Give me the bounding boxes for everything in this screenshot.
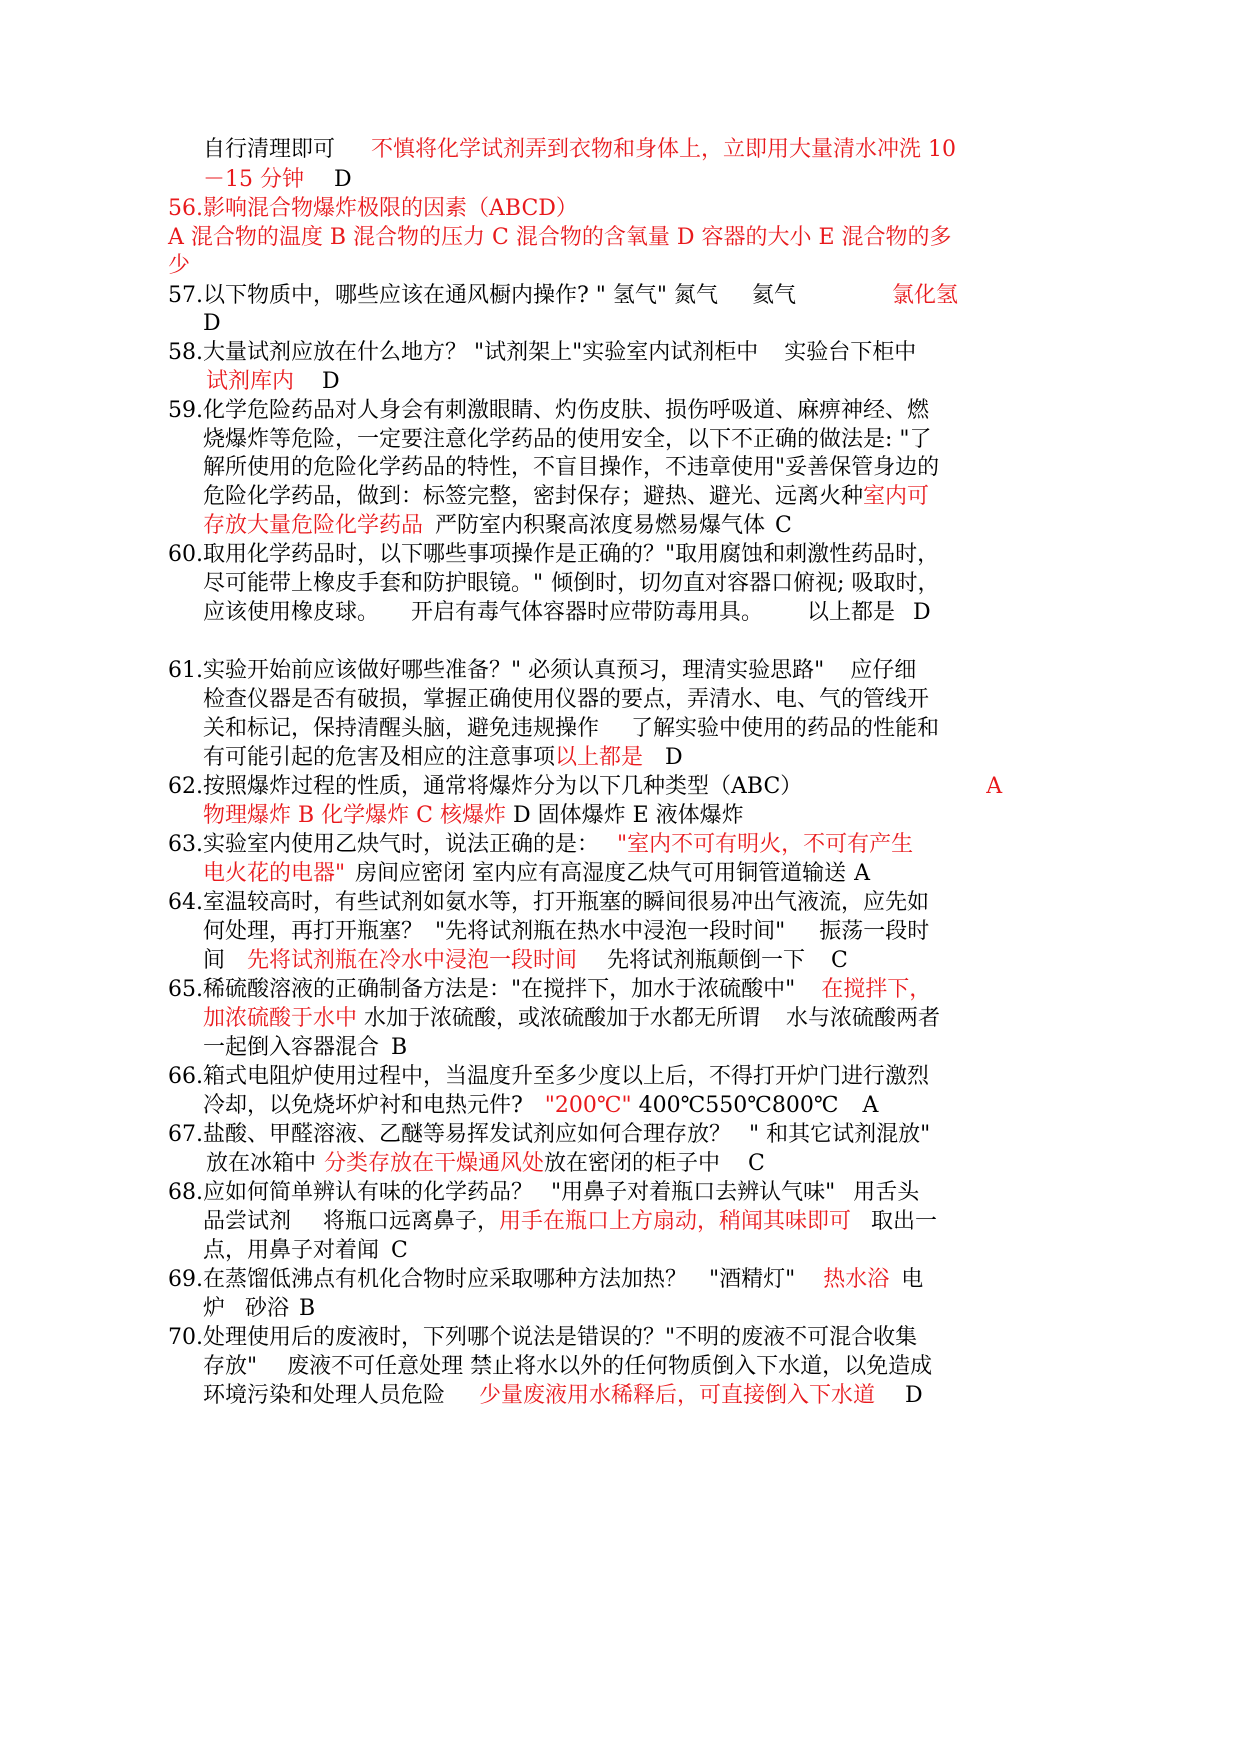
question-text: 400℃550℃800℃: [631, 1093, 839, 1118]
text-line: [203, 858, 870, 890]
question-text: C: [391, 1238, 408, 1263]
question-text: D: [203, 311, 221, 336]
question-text: A: [862, 1093, 879, 1118]
text-line: [168, 1264, 923, 1296]
text-line: [203, 1380, 923, 1412]
highlighted-answer-text: 少: [168, 253, 191, 278]
question-text: D: [905, 1383, 923, 1408]
question-text: 尽可能带上橡皮手套和防护眼镜。": [203, 571, 544, 596]
highlighted-answer-text: 先将试剂瓶在冷水中浸泡一段时间: [247, 948, 578, 973]
question-text: 一起倒入容器混合: [203, 1035, 380, 1060]
question-text: 存放": [203, 1354, 258, 1379]
question-text: 以上都是: [807, 600, 896, 625]
highlighted-answer-text: 56.影响混合物爆炸极限的因素（ABCD）: [168, 196, 578, 221]
text-line: [168, 222, 952, 254]
text-line: [203, 164, 352, 196]
question-text: 水与浓硫酸两者: [786, 1006, 941, 1031]
text-line: [168, 829, 913, 861]
question-text: A: [854, 861, 871, 886]
highlighted-answer-text: 热水浴: [823, 1267, 890, 1292]
question-text: " 和其它试剂混放": [749, 1122, 931, 1147]
text-line: [206, 366, 340, 398]
text-line: [168, 1322, 917, 1354]
question-text: 65.稀硫酸溶液的正确制备方法是："在搅拌下，加水于浓硫酸中": [168, 977, 796, 1002]
text-line: [203, 742, 683, 774]
question-text: D: [334, 167, 352, 192]
question-text: 将瓶口远离鼻子，: [323, 1209, 500, 1234]
text-line: [206, 1148, 765, 1180]
question-text: 环境污染和处理人员危险: [203, 1383, 446, 1408]
text-line: [203, 800, 744, 832]
text-line: [203, 1003, 940, 1035]
question-text: 用舌头: [853, 1180, 920, 1205]
text-line: [168, 395, 929, 427]
highlighted-answer-text: 加浓硫酸于水中: [203, 1006, 358, 1031]
highlighted-answer-text: A 混合物的温度 B 混合物的压力 C 混合物的含氧量 D 容器的大小 E 混合物的多: [168, 225, 952, 250]
highlighted-answer-text: 室内可: [863, 484, 930, 509]
question-text: 有可能引起的危害及相应的注意事项: [203, 745, 556, 770]
text-line: [203, 713, 939, 745]
question-text: 放在密闭的柜子中: [544, 1151, 721, 1176]
question-text: 品尝试剂: [203, 1209, 292, 1234]
question-text: 危险化学药品，做到：标签完整，密封保存；避热、避光、远离火种: [203, 484, 864, 509]
question-text: 64.室温较高时，有些试剂如氨水等，打开瓶塞的瞬间很易冲出气液流，应先如: [168, 890, 929, 915]
highlighted-answer-text: "室内不可有明火，不可有产生: [617, 832, 914, 857]
text-line: [203, 945, 848, 977]
highlighted-answer-text: 存放大量危险化学药品: [203, 513, 424, 538]
text-line: [203, 1351, 932, 1383]
question-text: 冷却，以免烧坏炉衬和电热元件?: [203, 1093, 523, 1118]
question-text: C: [831, 948, 848, 973]
highlighted-answer-text: 电火花的电器": [203, 861, 346, 886]
text-line: [168, 193, 578, 225]
question-text: 放在冰箱中: [206, 1151, 317, 1176]
question-text: "先将试剂瓶在热水中浸泡一段时间": [435, 919, 786, 944]
question-text: 间: [203, 948, 226, 973]
text-line: [203, 510, 792, 542]
highlighted-answer-text: 少量废液用水稀释后，可直接倒入下水道: [479, 1383, 876, 1408]
question-text: 先将试剂瓶颠倒一下: [607, 948, 806, 973]
question-text: 58.大量试剂应放在什么地方？ "试剂架上"实验室内试剂柜中: [168, 340, 759, 365]
highlighted-answer-text: 物理爆炸 B 化学爆炸 C 核爆炸: [203, 803, 506, 828]
question-text: C: [748, 1151, 765, 1176]
question-text: 水加于浓硫酸，或浓硫酸加于水都无所谓: [357, 1006, 761, 1031]
question-text: 房间应密闭 室内应有高湿度乙炔气可用铜管道输送: [355, 861, 847, 886]
highlighted-answer-text: 试剂库内: [206, 369, 295, 394]
text-line: [168, 280, 958, 312]
question-text: 66.箱式电阻炉使用过程中，当温度升至多少度以上后，不得打开炉门进行激烈: [168, 1064, 929, 1089]
text-line: [203, 1235, 408, 1267]
text-line: [203, 684, 929, 716]
question-text: 了解实验中使用的药品的性能和: [631, 716, 940, 741]
question-text: 废液不可任意处理 禁止将水以外的任何物质倒入下水道，以免造成: [287, 1354, 933, 1379]
question-text: 点，用鼻子对着闻: [203, 1238, 380, 1263]
text-line: [203, 1206, 937, 1238]
question-text: 63.实验室内使用乙炔气时，说法正确的是：: [168, 832, 599, 857]
question-text: C: [775, 513, 792, 538]
text-line: [168, 1177, 919, 1209]
text-line: [168, 887, 929, 919]
text-line: [203, 597, 931, 629]
highlighted-answer-text: A: [986, 774, 1003, 799]
question-text: 解所使用的危险化学药品的特性，不盲目操作，不违章使用"妥善保管身边的: [203, 455, 940, 480]
question-text: 关和标记，保持清醒头脑，避免违规操作: [203, 716, 600, 741]
question-text: 氦气: [752, 283, 797, 308]
text-line: [203, 1090, 878, 1122]
question-text: B: [299, 1296, 316, 1321]
question-text: 取出一: [871, 1209, 938, 1234]
question-text: D 固体爆炸 E 液体爆炸: [505, 803, 744, 828]
question-text: 61.实验开始前应该做好哪些准备？" 必须认真预习，理清实验思路": [168, 658, 825, 683]
question-text: 开启有毒气体容器时应带防毒用具。: [411, 600, 764, 625]
text-line: [203, 308, 221, 340]
text-line: [203, 568, 940, 600]
text-line: [168, 655, 916, 687]
highlighted-answer-text: "200℃": [544, 1093, 632, 1118]
question-text: 烧爆炸等危险，一定要注意化学药品的使用安全，以下不正确的做法是: "了: [203, 427, 932, 452]
highlighted-answer-text: 分类存放在干燥通风处: [324, 1151, 545, 1176]
highlighted-answer-text: 氯化氢: [892, 283, 959, 308]
question-text: 砂浴: [245, 1296, 290, 1321]
question-text: 68.应如何简单辨认有味的化学药品？: [168, 1180, 533, 1205]
question-text: D: [665, 745, 683, 770]
question-text: 67.盐酸、甲醛溶液、乙醚等易挥发试剂应如何合理存放？: [168, 1122, 731, 1147]
question-text: 60.取用化学药品时，以下哪些事项操作是正确的？"取用腐蚀和刺激性药品时，: [168, 542, 940, 567]
text-line: [168, 974, 931, 1006]
question-text: 70.处理使用后的废液时，下列哪个说法是错误的？"不明的废液不可混合收集: [168, 1325, 918, 1350]
question-text: 69.在蒸馏低沸点有机化合物时应采取哪种方法加热？: [168, 1267, 687, 1292]
highlighted-answer-text: －15 分钟: [203, 167, 304, 192]
question-text: 59.化学危险药品对人身会有刺激眼睛、灼伤皮肤、损伤呼吸道、麻痹神经、燃: [168, 398, 929, 423]
question-text: 何处理，再打开瓶塞？: [203, 919, 424, 944]
highlighted-answer-text: 在搅拌下，: [821, 977, 932, 1002]
text-line: [203, 1032, 407, 1064]
question-text: 电: [901, 1267, 924, 1292]
text-line: [203, 452, 939, 484]
question-text: 严防室内积聚高浓度易燃易爆气体: [435, 513, 766, 538]
question-text: 检查仪器是否有破损，掌握正确使用仪器的要点，弄清水、电、气的管线开: [203, 687, 930, 712]
text-line: [168, 771, 1002, 803]
highlighted-answer-text: 不慎将化学试剂弄到衣物和身体上，立即用大量清水冲洗 10: [371, 137, 957, 162]
text-line: [168, 1119, 930, 1151]
text-line: [203, 916, 929, 948]
question-text: 应该使用橡皮球。: [203, 600, 380, 625]
question-text: 自行清理即可: [203, 137, 336, 162]
highlighted-answer-text: 以上都是: [555, 745, 644, 770]
text-line: [203, 481, 929, 513]
question-text: "用鼻子对着瓶口去辨认气味": [551, 1180, 836, 1205]
question-text: 应仔细: [850, 658, 917, 683]
text-line: [168, 539, 939, 571]
text-line: [203, 134, 956, 166]
question-text: "酒精灯": [709, 1267, 796, 1292]
text-line: [168, 337, 916, 369]
question-text: 振荡一段时: [819, 919, 930, 944]
question-text: 62.按照爆炸过程的性质，通常将爆炸分为以下几种类型（ABC）: [168, 774, 803, 799]
question-text: D: [913, 600, 931, 625]
text-line: [203, 1293, 315, 1325]
question-text: 炉: [203, 1296, 226, 1321]
question-text: 倾倒时，切勿直对容器口俯视; 吸取时，: [551, 571, 940, 596]
highlighted-answer-text: 用手在瓶口上方扇动，稍闻其味即可: [499, 1209, 852, 1234]
question-text: 57.以下物质中，哪些应该在通风橱内操作? " 氢气" 氮气: [168, 283, 719, 308]
text-line: [168, 1061, 929, 1093]
text-line: [168, 250, 190, 282]
question-text: D: [322, 369, 340, 394]
question-text: B: [391, 1035, 408, 1060]
question-text: 实验台下柜中: [784, 340, 917, 365]
